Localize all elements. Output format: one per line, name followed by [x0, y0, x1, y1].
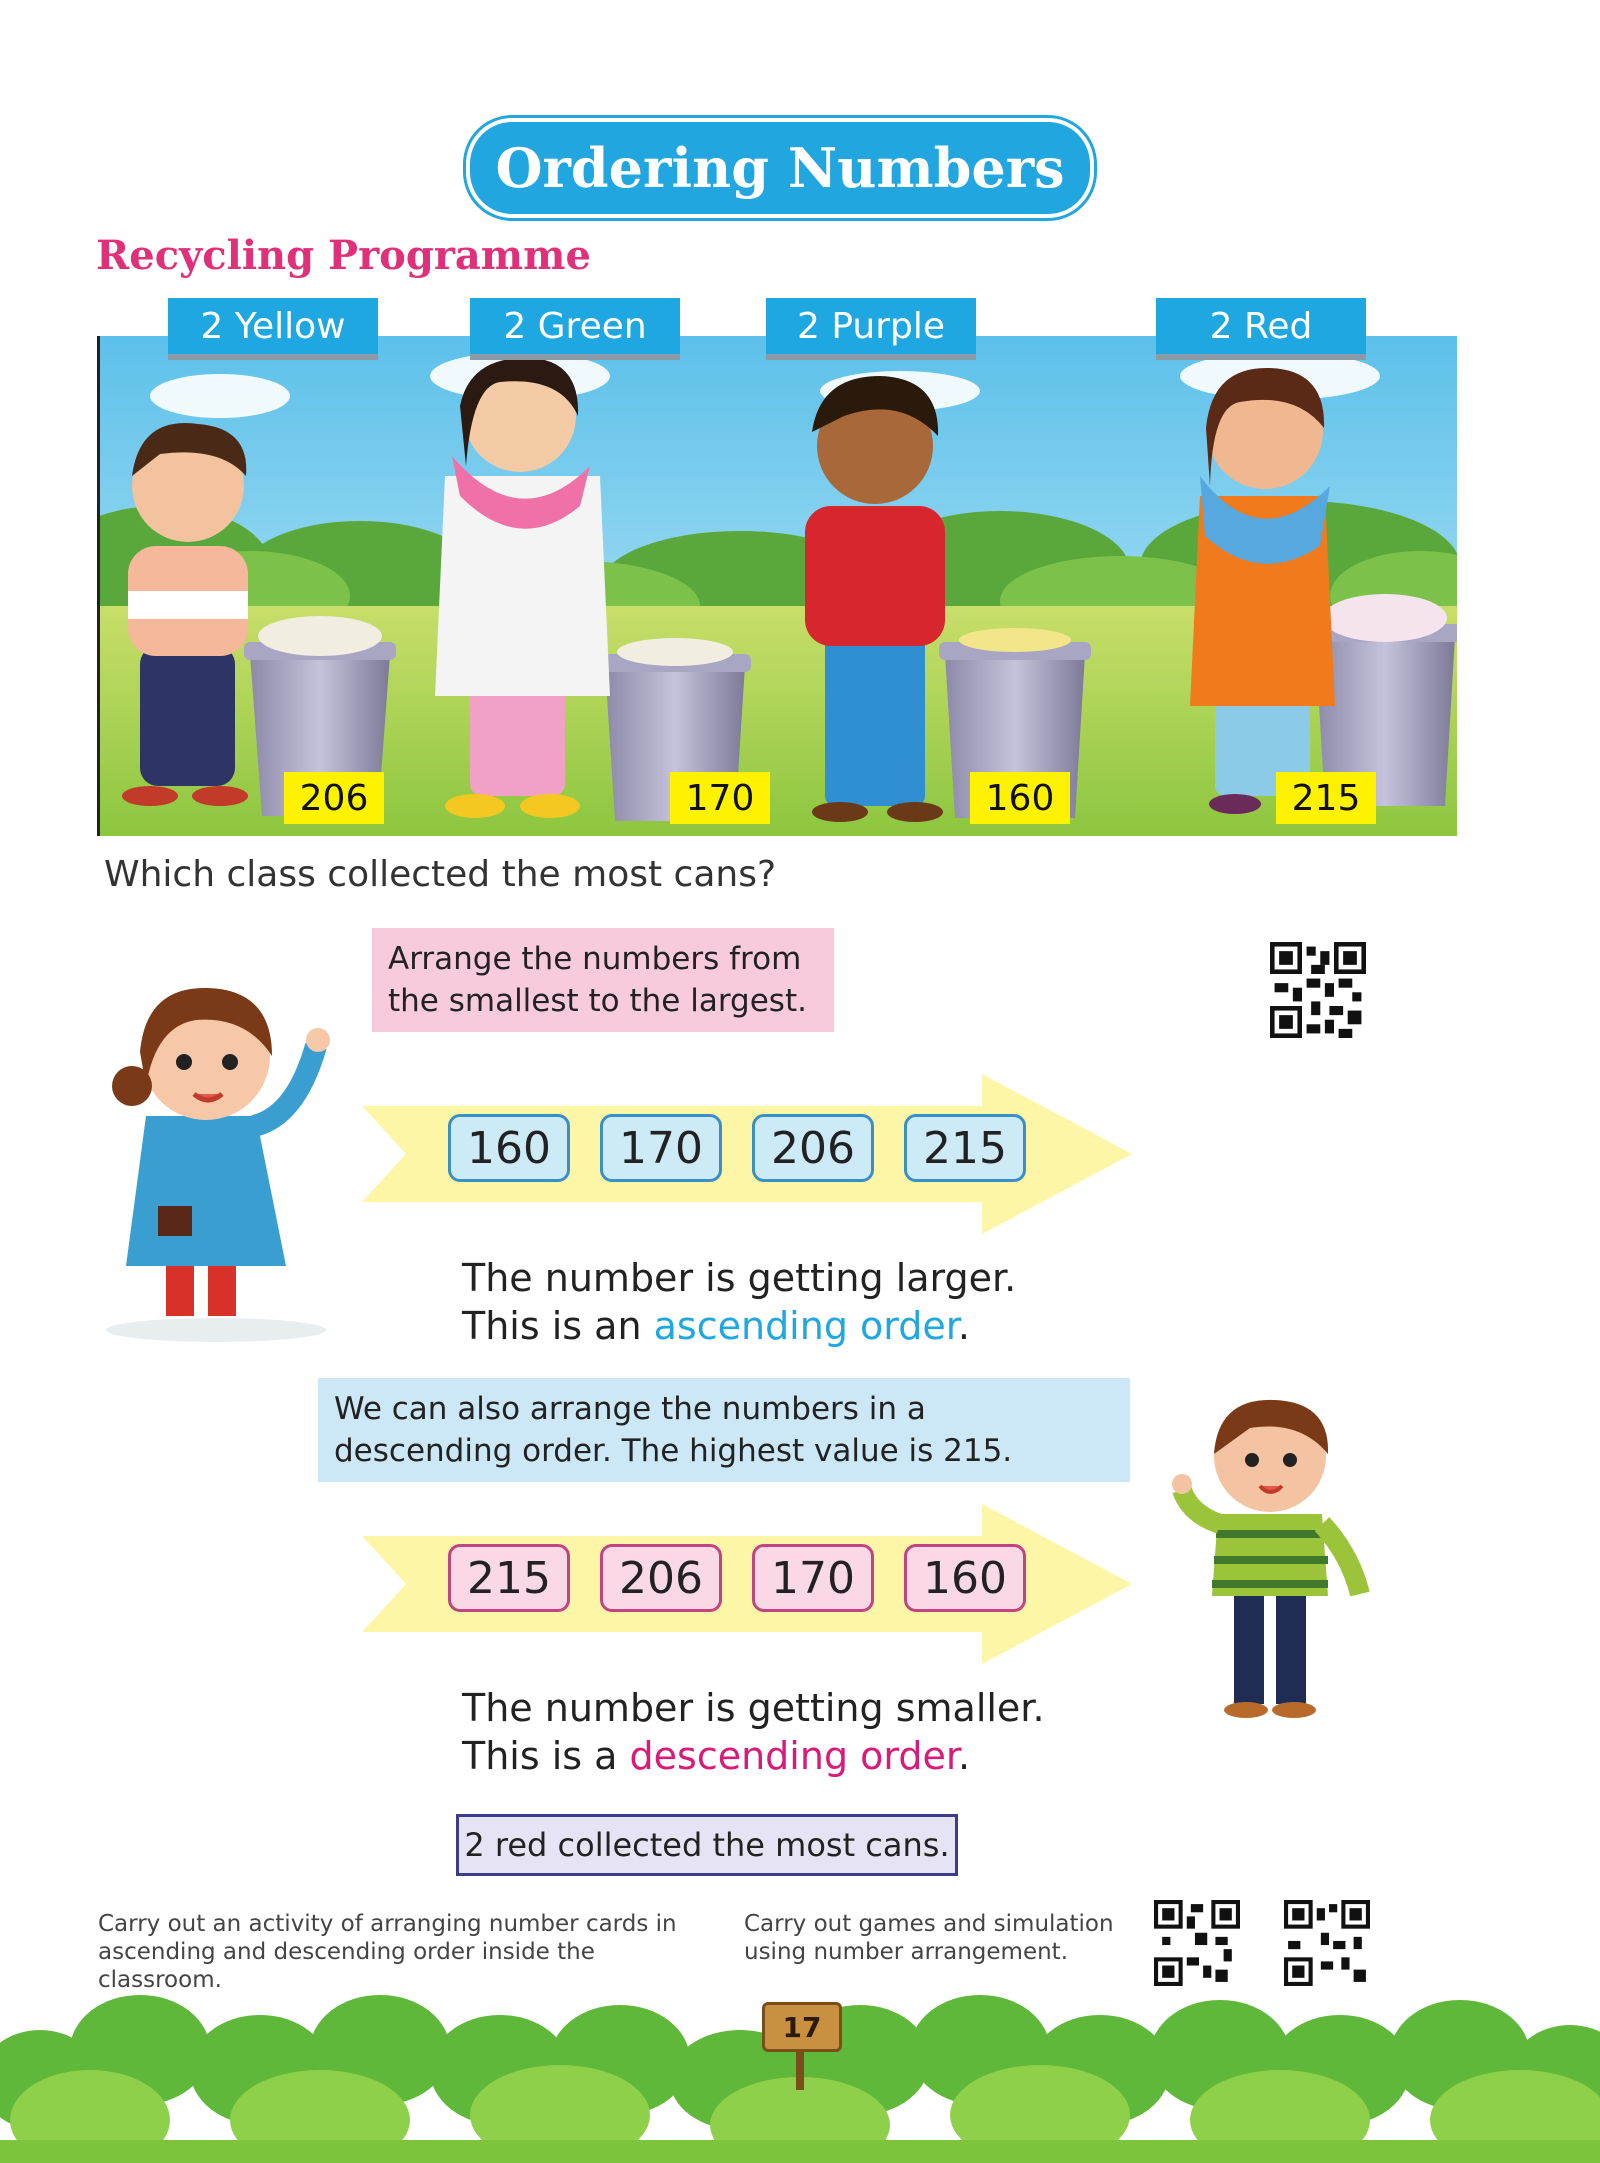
ascending-line-2 — [462, 1302, 1016, 1350]
class-tag-green: 2 Green — [470, 298, 680, 354]
descending-line-2 — [462, 1732, 1045, 1780]
ascending-line-1: The number is getting larger. — [462, 1256, 1017, 1300]
recycling-scene-illustration — [97, 336, 1457, 836]
boy-illustration — [1170, 1384, 1380, 1724]
qr-code-icon[interactable] — [1284, 1900, 1370, 1986]
descending-arrow — [362, 1504, 1132, 1664]
descending-number-card: 170 — [752, 1544, 874, 1612]
qr-code-icon[interactable] — [1154, 1900, 1240, 1986]
ascending-number-card: 206 — [752, 1114, 874, 1182]
class-tag-purple: 2 Purple — [766, 298, 976, 354]
descending-line-2-suffix: . — [958, 1734, 971, 1778]
descending-number-card: 215 — [448, 1544, 570, 1612]
ascending-line-2-suffix: . — [957, 1304, 970, 1348]
count-label-red: 215 — [1276, 772, 1376, 824]
descending-order-term: descending order — [629, 1734, 958, 1778]
page-number: 17 — [762, 2002, 842, 2052]
descending-line-1: The number is getting smaller. — [462, 1686, 1045, 1730]
descending-number-card: 206 — [600, 1544, 722, 1612]
descending-speech-bubble: We can also arrange the numbers in a descending order. The highest value is 215. — [318, 1378, 1130, 1482]
question-text: Which class collected the most cans? — [104, 854, 777, 895]
count-label-purple: 160 — [970, 772, 1070, 824]
girl-illustration — [96, 966, 336, 1346]
ascending-speech-bubble: Arrange the numbers from the smallest to the largest. — [372, 928, 834, 1032]
class-tag-red: 2 Red — [1156, 298, 1366, 354]
ascending-order-term: ascending order — [653, 1304, 958, 1348]
ascending-arrow — [362, 1074, 1132, 1234]
page-title: Ordering Numbers — [466, 118, 1094, 218]
class-tag-yellow: 2 Yellow — [168, 298, 378, 354]
ascending-number-card: 170 — [600, 1114, 722, 1182]
descending-line-2-prefix: This is a — [462, 1734, 630, 1778]
activity-note-right: Carry out games and simulation using number arrangement. — [744, 1911, 1114, 1965]
answer-box: 2 red collected the most cans. — [456, 1814, 958, 1876]
qr-code-icon[interactable] — [1270, 942, 1366, 1038]
count-label-yellow: 206 — [284, 772, 384, 824]
ascending-explanation — [462, 1254, 1016, 1350]
descending-number-card: 160 — [904, 1544, 1026, 1612]
activity-note-left: Carry out an activity of arranging number cards in ascending and descending order inside the classroom. — [98, 1911, 677, 1993]
ascending-line-2-prefix: This is an — [462, 1304, 654, 1348]
descending-explanation — [462, 1684, 1045, 1780]
section-heading: Recycling Programme — [96, 232, 591, 279]
count-label-green: 170 — [670, 772, 770, 824]
ascending-number-card: 215 — [904, 1114, 1026, 1182]
ascending-number-card: 160 — [448, 1114, 570, 1182]
